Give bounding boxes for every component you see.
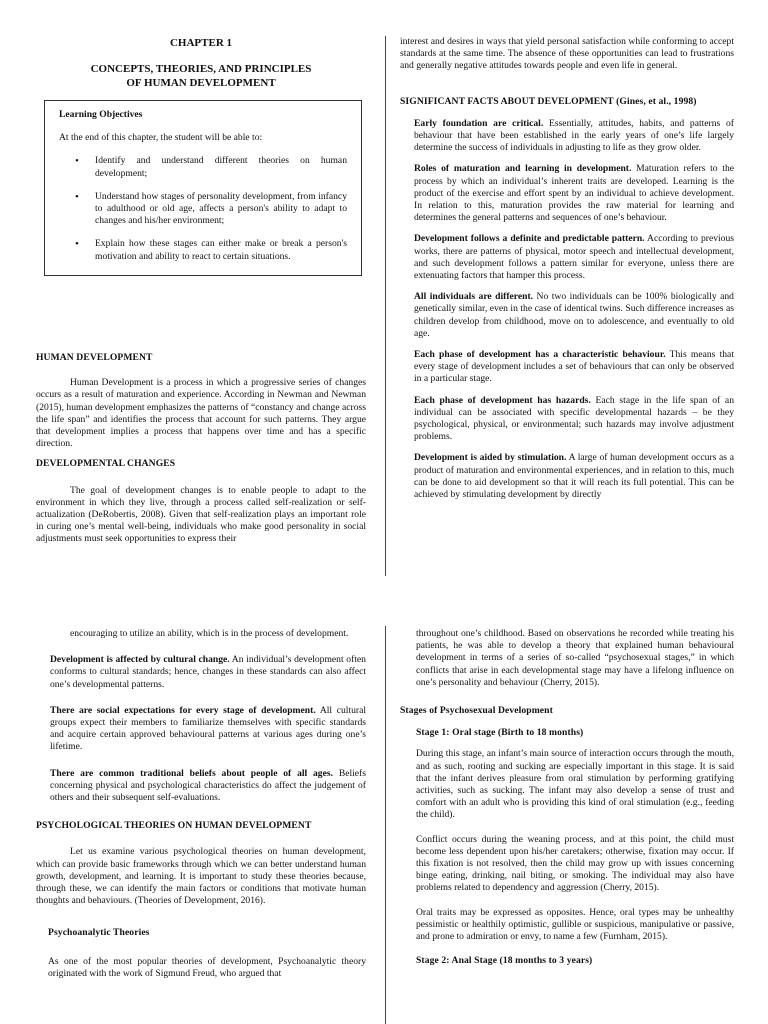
- stage-1-paragraph-2: Conflict occurs during the weaning process, and at this point, the child must become less dependent upon his/her caretakers; otherwise, fixation may occur. If this fixation is not resolved, then the child may grow up with issues concerning binge eating, drinking, nail biting, or smoking. The individual may also have problems related to dependency and aggression (Cherry, 2015).: [416, 833, 734, 894]
- fact-text: This means that every stage of development includes a set of behaviours that can only be observed in a particular stage.: [414, 349, 734, 385]
- fact-text: Essentially, attitudes, habits, and patterns of behaviour that have been established in the early years of one’s life largely determine the success of individuals in adjusting to life as they grow older.: [414, 117, 734, 154]
- fact-item: [400, 118, 734, 155]
- fact-title: There are common traditional beliefs about people of all ages.: [50, 767, 333, 779]
- chapter-title-line1: CONCEPTS, THEORIES, AND PRINCIPLES: [90, 63, 312, 75]
- fact-item: [36, 705, 366, 754]
- psychoanalytic-paragraph: As one of the most popular theories of development, Psychoanalytic theory originated with the work of Sigmund Freud, who argued that: [48, 955, 366, 979]
- chapter-header: [36, 36, 366, 90]
- stage-1-paragraph-3: Oral traits may be expressed as opposites. Hence, oral types may be unhealthy pessimistic or healthily optimistic, gullible or suspicious, manipulative or passive, and prone to admiration or envy, to name a few (Furnham, 2015).: [416, 906, 734, 943]
- stage-2-heading: Stage 2: Anal Stage (18 months to 3 years): [416, 955, 593, 967]
- psychological-theories-paragraph: Let us examine various psychological theories on human development, which can provide basic frameworks through which we can better understand human growth, development, and learning. It is important to study these theories because, through these, we can identify the main factors or conditions that motivate human thoughts and behaviours. (Theories of Development, 2016).: [36, 846, 366, 907]
- fact-item: [36, 654, 366, 691]
- fact-title: Development is affected by cultural change.: [50, 654, 230, 666]
- continued-paragraph: interest and desires in ways that yield personal satisfaction while conforming to accept standards at the same time. The absence of these opportunities can lead to frustrations and generally negative attitudes towards people and even life in general.: [400, 36, 734, 72]
- psychological-theories-heading: PSYCHOLOGICAL THEORIES ON HUMAN DEVELOPMENT: [36, 820, 312, 832]
- fact-title: Development follows a definite and predictable pattern.: [414, 233, 645, 245]
- continued-paragraph-2: encouraging to utilize an ability, which is in the process of development.: [70, 628, 349, 639]
- fact-text: A large of human development occurs as a product of maturation and environmental experiences, and in relation to this, much can be done to aid development so that it will reach its full potential. This can be achieved by stimulating development by directly: [414, 452, 734, 501]
- stages-heading: Stages of Psychosexual Development: [400, 705, 553, 717]
- fact-text: According to previous works, there are patterns of physical, motor speech and intellectual development, and such development follows a pattern similar for everyone, unless there are extenuating factors that hamper this process.: [414, 233, 734, 282]
- fact-item: [400, 233, 734, 282]
- fact-title: Each phase of development has a characteristic behaviour.: [414, 349, 666, 361]
- learning-objectives-box: [44, 100, 362, 276]
- human-development-heading: HUMAN DEVELOPMENT: [36, 352, 153, 363]
- column-divider: [385, 36, 386, 576]
- document-page-2: [0, 600, 768, 1024]
- fact-item: [400, 452, 734, 501]
- fact-text: An individual’s development often conforms to cultural standards; hence, changes in these standards can also affect one’s developmental patterns.: [50, 654, 366, 690]
- developmental-changes-heading: DEVELOPMENTAL CHANGES: [36, 458, 176, 470]
- learning-objectives-list: [59, 155, 347, 262]
- fact-item: [36, 768, 366, 805]
- fact-title: There are social expectations for every stage of development.: [50, 704, 316, 716]
- fact-text: Beliefs concerning physical and psychological characteristics do affect the judgement of others and their subsequent self-evaluations.: [50, 767, 366, 804]
- fact-title: Each phase of development has hazards.: [414, 394, 591, 406]
- left-column-body-2: [36, 628, 366, 980]
- continued-paragraph-3: throughout one’s childhood. Based on observations he recorded while treating his patients, he was able to develop a theory that explained human behavioural development in terms of a series of so-called “psychosexual stages,” in which conflicts that arise in each developmental stage may have a lifelong influence on one’s personality and behaviour (Cherry, 2015).: [416, 628, 734, 688]
- fact-title: Roles of maturation and learning in development.: [414, 163, 632, 175]
- fact-item: [400, 291, 734, 340]
- column-divider-2: [385, 626, 386, 1024]
- psychoanalytic-theories-heading: Psychoanalytic Theories: [48, 927, 150, 939]
- fact-text: Maturation refers to the process by which an individual’s inherent traits are developed. Learning is the product of the exercise and effort spent by an individual to achieve development. In relation to this, maturation provides the raw material for learning and determines the general patterns and sequences of one’s behaviour.: [414, 163, 735, 224]
- left-column-body: [36, 352, 366, 546]
- objective-item: • Understand how stages of personality development, from infancy to adulthood or old age, affects a person's ability to adapt to changes and his/her environment;: [59, 191, 347, 228]
- chapter-label: CHAPTER 1: [169, 37, 233, 49]
- developmental-changes-paragraph: The goal of development changes is to enable people to adapt to the environment in which they live, through a process called self-realization or self-actualization (DeRobertis, 2008). Given that self-realization plays an important role in curing one’s mental well-being, individuals who make good personality in social adjustments must seek opportunities to express their: [36, 484, 366, 545]
- fact-title: Development is aided by stimulation.: [414, 452, 567, 464]
- objective-item: • Identify and understand different theories on human development;: [59, 155, 347, 179]
- fact-item: [400, 395, 734, 444]
- fact-item: [400, 163, 734, 224]
- right-column-body-2: [400, 628, 734, 967]
- fact-item: [400, 349, 734, 386]
- human-development-paragraph: Human Development is a process in which a progressive series of changes occurs as a result of maturation and experience. According in Newman and Newman (2015), human development emphasizes the patterns of “constancy and change across the life span” and identifies the process that account for such patterns. They argue that development implies a process that happens over time and has a specific direction.: [36, 377, 366, 450]
- fact-title: Early foundation are critical.: [414, 117, 544, 129]
- stage-1-paragraph-1: During this stage, an infant’s main source of interaction occurs through the mouth, and as such, rooting and sucking are especially important in this stage. It is said that the infant derives pleasure from oral stimulation by performing gratifying activities, such as sucking. The infant may also develop a sense of trust and comfort with an adult who is providing this kind of oral stimulation (e.g., feeding the child).: [416, 748, 734, 821]
- learning-objectives-intro: At the end of this chapter, the student will be able to:: [59, 132, 263, 144]
- learning-objectives-title: Learning Objectives: [59, 109, 143, 120]
- fact-title: All individuals are different.: [414, 291, 534, 303]
- objective-item: • Explain how these stages can either make or break a person's motivation and ability to react to certain situations.: [59, 238, 347, 262]
- page-gap: [0, 580, 768, 600]
- right-column-body: [400, 36, 734, 510]
- fact-text: Each stage in the life span of an individual can be associated with specific developmental hazards – be they psychological, physical, or environmental; such hazards may involve adjustment problems.: [414, 394, 734, 443]
- chapter-title-line2: OF HUMAN DEVELOPMENT: [126, 77, 276, 89]
- fact-text: No two individuals can be 100% biologically and genetically similar, even in the case of identical twins. Such difference increases as children develop from childhood, move on to adolescence, and eventually to old age.: [414, 291, 734, 339]
- significant-facts-heading: SIGNIFICANT FACTS ABOUT DEVELOPMENT (Gines, et al., 1998): [400, 95, 697, 107]
- fact-text: All cultural groups expect their members to familiarize themselves with specific standards and acquire certain approved behavioural patterns at various ages during one’s lifetime.: [50, 704, 366, 753]
- stage-1-heading: Stage 1: Oral stage (Birth to 18 months): [416, 727, 584, 739]
